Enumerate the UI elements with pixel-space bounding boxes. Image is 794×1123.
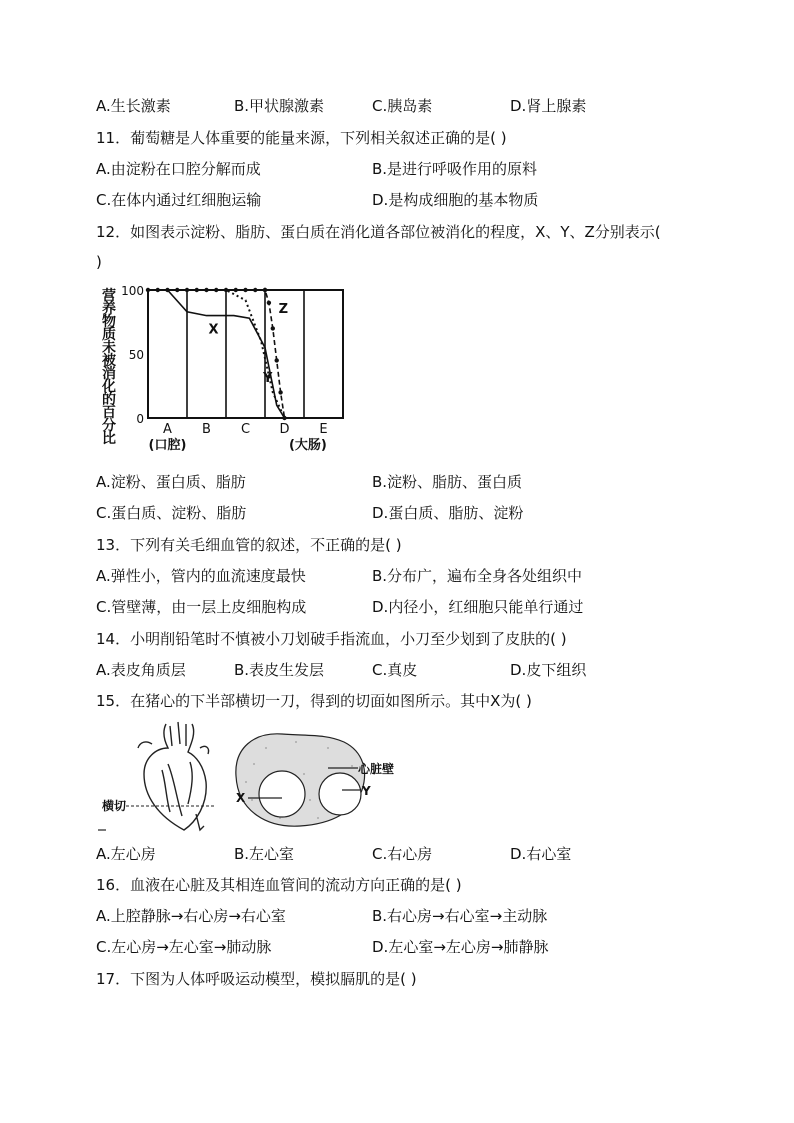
chart-curves [146,288,288,420]
q12-option-d: D.蛋白质、脂肪、淀粉 [372,504,524,522]
curve-z-marker [267,301,271,305]
chart-ylabel: 营养物质未被消化的百分比 [102,288,116,447]
curve-y [148,290,285,418]
q12-option-c: C.蛋白质、淀粉、脂肪 [96,504,247,522]
q16-stem: 16．血液在心脏及其相连血管间的流动方向正确的是( ) [96,876,462,894]
curve-z-marker [282,416,286,420]
q15-stem: 15．在猪心的下半部横切一刀，得到的切面如图所示。其中X为( ) [96,692,532,710]
curve-z-marker [243,288,247,292]
x-tick-label: A [163,422,172,437]
q13-option-c: C.管壁薄，由一层上皮细胞构成 [96,598,307,616]
x-label: X [236,791,246,805]
q15-option-d: D.右心室 [510,845,572,863]
q17-stem: 17．下图为人体呼吸运动模型，模拟膈肌的是( ) [96,970,417,988]
curve-z-marker [185,288,189,292]
q10-option-a: A.生长激素 [96,97,171,115]
curve-z-marker [195,288,199,292]
digestion-chart [96,278,356,460]
heart-drawing-icon [138,722,209,830]
q15-option-c: C.右心房 [372,845,433,863]
q11-option-c: C.在体内通过红细胞运输 [96,191,262,209]
x-sublabel-large-intestine: (大肠) [288,438,327,453]
q16-option-a: A.上腔静脉→右心房→右心室 [96,907,286,925]
q16-option-b: B.右心房→右心室→主动脉 [372,907,548,925]
curve-z-marker [156,288,160,292]
q12-stem-end: ) [96,253,102,271]
curve-label-x: X [208,322,219,338]
heart-cross-section [236,734,365,826]
x-tick-label: B [202,422,211,437]
chamber-y [319,773,361,815]
q13-option-a: A.弹性小，管内的血流速度最快 [96,567,306,585]
x-sublabel-mouth: (口腔) [148,438,187,453]
q11-option-d: D.是构成细胞的基本物质 [372,191,539,209]
q13-option-d: D.内径小，红细胞只能单行通过 [372,598,584,616]
chart-y-ticks [121,284,144,426]
curve-z-marker [204,288,208,292]
y-tick-label: 0 [136,412,144,426]
q14-stem: 14．小明削铅笔时不慎被小刀划破手指流血，小刀至少划到了皮肤的( ) [96,630,567,648]
q14-option-d: D.皮下组织 [510,661,587,679]
curve-x [148,290,285,418]
q16-option-d: D.左心室→左心房→肺静脉 [372,938,549,956]
curve-z-marker [271,326,275,330]
q14-option-a: A.表皮角质层 [96,661,186,679]
wall-label: 心脏壁 [358,762,395,776]
q12-option-b: B.淀粉、脂肪、蛋白质 [372,473,523,491]
curve-z-marker [278,390,282,394]
q16-option-c: C.左心房→左心室→肺动脉 [96,938,272,956]
curve-z-marker [146,288,150,292]
heart-figure [96,718,396,840]
q12-option-a: A.淀粉、蛋白质、脂肪 [96,473,246,491]
curve-z-marker [263,288,267,292]
curve-z [148,290,285,418]
q15-option-b: B.左心室 [234,845,295,863]
y-tick-label: 100 [121,284,144,298]
q11-option-a: A.由淀粉在口腔分解而成 [96,160,261,178]
q14-option-b: B.表皮生发层 [234,661,325,679]
q13-option-b: B.分布广，遍布全身各处组织中 [372,567,583,585]
curve-z-marker [253,288,257,292]
curve-z-marker [234,288,238,292]
y-tick-label: 50 [128,348,144,362]
curve-z-marker [275,358,279,362]
q11-stem: 11．葡萄糖是人体重要的能量来源，下列相关叙述正确的是( ) [96,129,507,147]
curve-label-y: Y [263,371,273,387]
q10-option-c: C.胰岛素 [372,97,433,115]
curve-z-marker [165,288,169,292]
q13-stem: 13．下列有关毛细血管的叙述，不正确的是( ) [96,536,402,554]
chart-x-ticks [149,422,328,453]
curve-z-marker [175,288,179,292]
q14-option-c: C.真皮 [372,661,418,679]
q10-option-d: D.肾上腺素 [510,97,587,115]
x-tick-label: D [279,422,290,437]
q10-option-b: B.甲状腺激素 [234,97,325,115]
q15-option-a: A.左心房 [96,845,156,863]
q11-option-b: B.是进行呼吸作用的原料 [372,160,538,178]
q12-stem: 12．如图表示淀粉、脂肪、蛋白质在消化道各部位被消化的程度，X、Y、Z分别表示( [96,223,661,241]
curve-z-marker [224,288,228,292]
curve-z-marker [214,288,218,292]
x-tick-label: E [319,422,328,437]
curve-label-z: Z [278,302,289,318]
y-label: Y [362,784,371,798]
x-tick-label: C [240,422,251,437]
cut-label: 横切 [102,799,127,813]
chamber-x [259,771,305,817]
chart-frame [148,290,343,418]
